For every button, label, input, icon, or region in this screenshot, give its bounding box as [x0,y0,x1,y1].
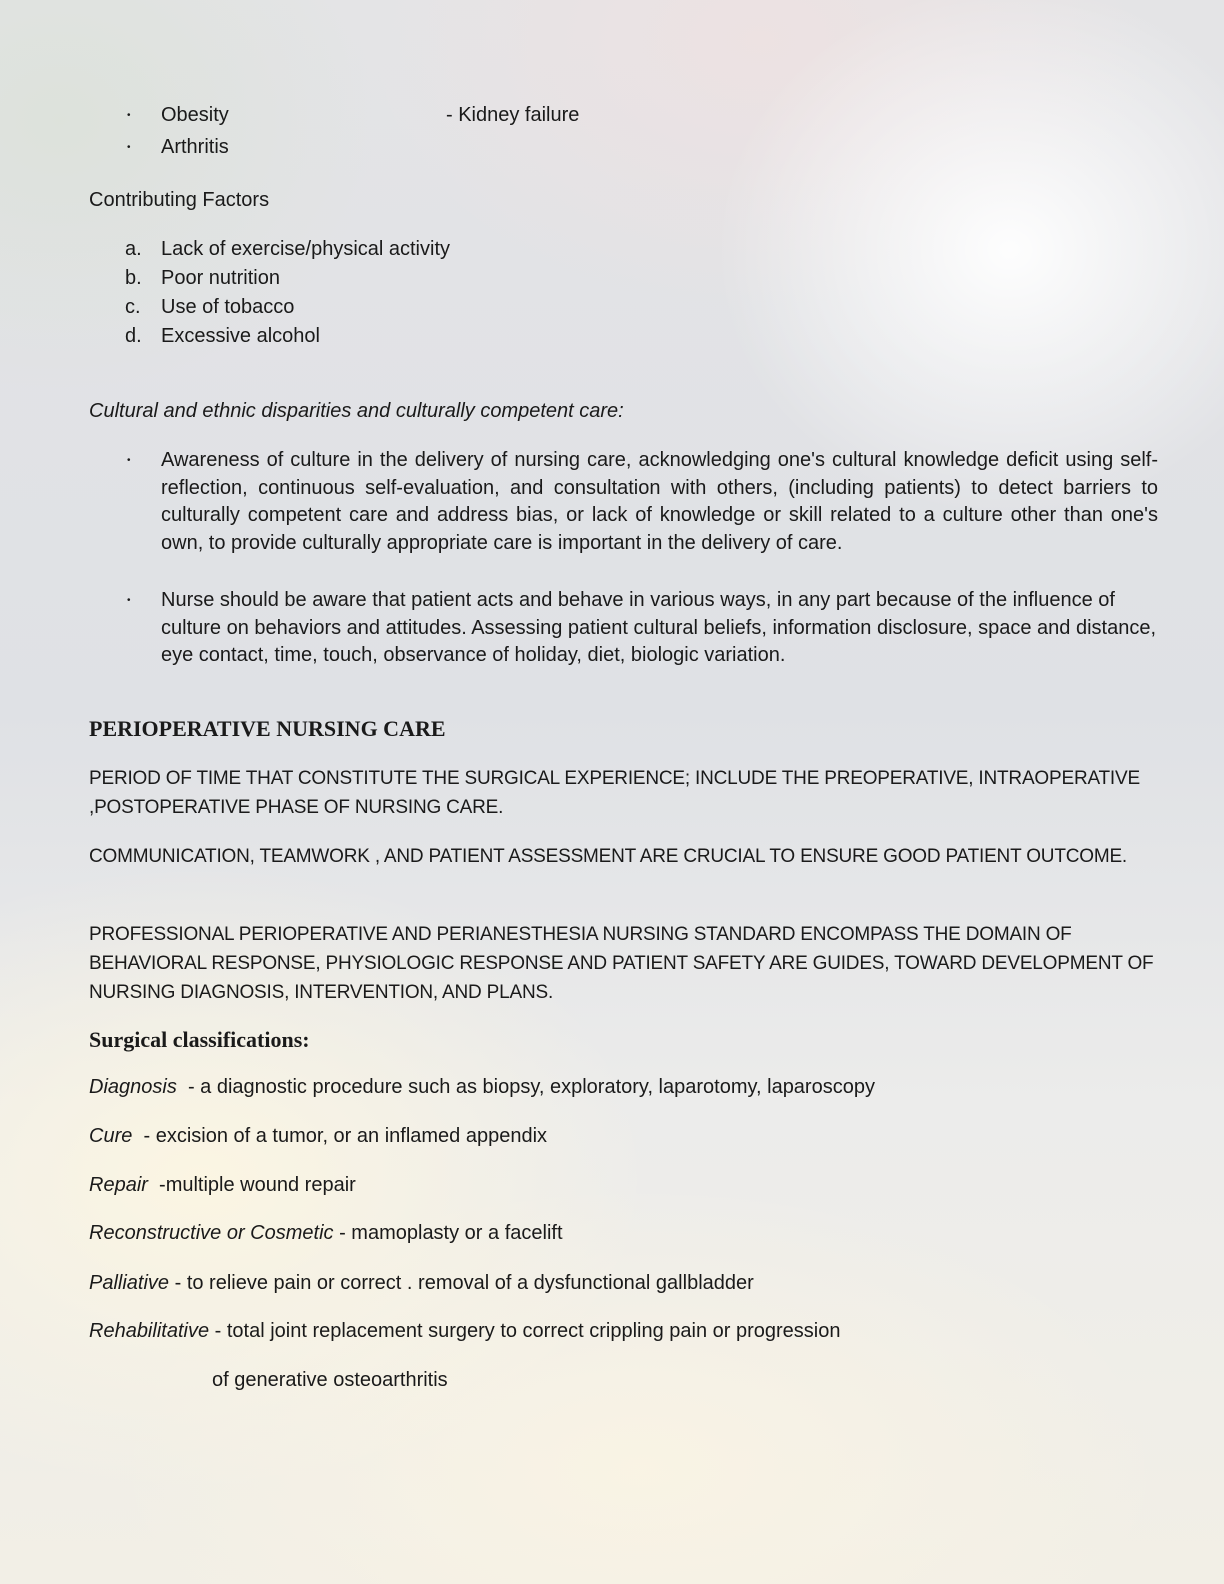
classification-item [89,1073,875,1101]
perioperative-paragraph: COMMUNICATION, TEAMWORK , AND PATIENT ASSESSMENT ARE CRUCIAL TO ENSURE GOOD PATIENT OUTCOME. [89,846,1128,867]
condition-item: Arthritis [161,136,229,158]
factor-item: Poor nutrition [161,267,280,289]
classification-item [89,1171,356,1199]
classification-item [89,1269,754,1297]
factor-item: Lack of exercise/physical activity [161,238,451,260]
list-marker: d. [125,325,142,347]
classification-description: - a diagnostic procedure such as biopsy, exploratory, laparotomy, laparoscopy [176,1076,875,1098]
condition-side-item: - Kidney failure [446,104,580,126]
section-title: PERIOPERATIVE NURSING CARE [89,716,446,741]
classification-term: Palliative [89,1272,170,1294]
bullet-marker: • [127,455,131,466]
classification-description: - to relieve pain or correct . removal of a dysfunctional gallbladder [169,1272,754,1294]
contributing-factors-heading: Contributing Factors [89,189,270,211]
classification-term: Repair [89,1174,148,1196]
classification-description: - excision of a tumor, or an inflamed appendix [132,1125,548,1147]
classification-continuation: of generative osteoarthritis [212,1369,448,1391]
classification-term: Cure [89,1125,133,1147]
classification-term: Diagnosis [89,1076,177,1098]
classification-item [89,1317,840,1345]
perioperative-paragraph: PROFESSIONAL PERIOPERATIVE AND PERIANESTHESIA NURSING STANDARD ENCOMPASS THE DOMAIN OF BEHAVIORAL RESPONSE, PHYSIOLOGIC RESPONSE AND PATIENT SAFETY ARE GUIDES, TOWARD DEVELOPMENT OF NURSING DIAGNOSIS, INTERVENTION, AND PLANS. [89,924,1154,1003]
condition-item: Obesity [161,104,229,126]
bullet-marker: • [127,595,131,606]
classification-item [89,1122,547,1150]
cultural-care-heading: Cultural and ethnic disparities and culturally competent care: [89,400,624,422]
list-marker: c. [125,296,141,318]
classification-term: Rehabilitative [89,1320,210,1342]
list-marker: b. [125,267,142,289]
factor-item: Excessive alcohol [161,325,320,347]
list-marker: a. [125,238,142,260]
bullet-marker: • [127,110,131,121]
cultural-care-paragraph: Nurse should be aware that patient acts and behave in various ways, in any part because of the influence of culture on behaviors and attitudes. Assessing patient cultural beliefs, information disclosure, space and distance, eye contact, time, touch, observance of holiday, diet, biologic variation. [161,589,1157,666]
subsection-title: Surgical classifications: [89,1027,310,1052]
factor-item: Use of tobacco [161,296,295,318]
classification-description: - mamoplasty or a facelift [333,1222,563,1244]
perioperative-paragraph: PERIOD OF TIME THAT CONSTITUTE THE SURGICAL EXPERIENCE; INCLUDE THE PREOPERATIVE, INTRAOPERATIVE ,POSTOPERATIVE PHASE OF NURSING CARE. [89,768,1140,818]
classification-description: -multiple wound repair [147,1174,356,1196]
cultural-care-paragraph: Awareness of culture in the delivery of nursing care, acknowledging one's cultural knowledge deficit using self-reflection, continuous self-evaluation, and consultation with others, (including patients) to detect barriers to culturally competent care and address bias, or lack of knowledge or skill related to a culture other than one's own, to provide culturally appropriate care is important in the delivery of care. [161,449,1158,554]
classification-term: Reconstructive or Cosmetic [89,1222,334,1244]
bullet-marker: • [127,142,131,153]
classification-description: - total joint replacement surgery to correct crippling pain or progression [209,1320,841,1342]
classification-item [89,1219,563,1247]
